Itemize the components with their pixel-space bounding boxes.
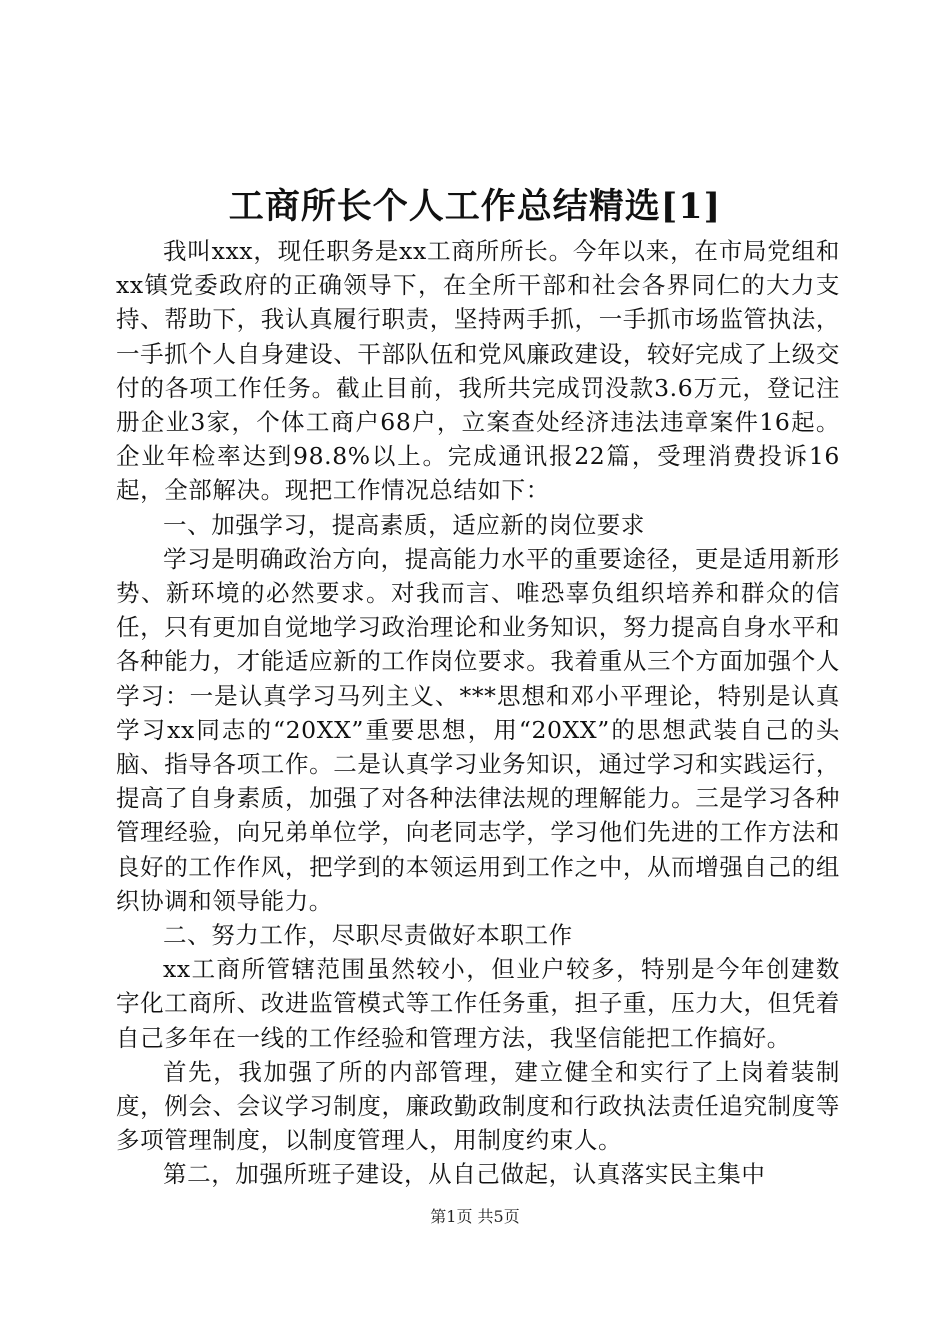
team-building-paragraph: 第二，加强所班子建设，从自己做起，认真落实民主集中: [163, 1160, 766, 1189]
page-indicator: 第1页 共5页: [430, 1207, 520, 1226]
work-paragraph: xx工商所管辖范围虽然较小，但业户较多，特别是今年创建数字化工商所、改进监管模式等工作任务重，担子重，压力大，但凭着自己多年在一线的工作经验和管理方法，我坚信能把工作搞好。: [116, 955, 840, 1052]
study-paragraph: 学习是明确政治方向，提高能力水平的重要途径，更是适用新形势、新环境的必然要求。对我而言、唯恐辜负组织培养和群众的信任，只有更加自觉地学习政治理论和业务知识，努力提高自身水平和各种能力，才能适应新的工作岗位要求。我着重从三个方面加强个人学习：一是认真学习马列主义、***思想和邓小平理论，特别是认真学习xx同志的“20XX”重要思想，用“20XX”的思想武装自己的头脑、指导各项工作。二是认真学习业务知识，通过学习和实践运行，提高了自身素质，加强了对各种法律法规的理解能力。三是学习各种管理经验，向兄弟单位学，向老同志学，学习他们先进的工作方法和良好的工作作风，把学到的本领运用到工作之中，从而增强自己的组织协调和领导能力。: [116, 544, 840, 915]
section-heading-1: 一、加强学习，提高素质，适应新的岗位要求: [163, 510, 645, 539]
section-heading-2: 二、努力工作，尽职尽责做好本职工作: [163, 921, 573, 950]
page-footer: [0, 1206, 950, 1228]
intro-paragraph: 我叫xxx，现任职务是xx工商所所长。今年以来，在市局党组和xx镇党委政府的正确领导下，在全所干部和社会各界同仁的大力支持、帮助下，我认真履行职责，坚持两手抓，一手抓市场监管执法，一手抓个人自身建设、干部队伍和党风廉政建设，较好完成了上级交付的各项工作任务。截止目前，我所共完成罚没款3.6万元，登记注册企业3家，个体工商户68户，立案查处经济违法违章案件16起。企业年检率达到98.8%以上。完成通讯报22篇，受理消费投诉16起，全部解决。现把工作情况总结如下：: [116, 237, 840, 505]
management-paragraph: 首先，我加强了所的内部管理，建立健全和实行了上岗着装制度，例会、会议学习制度，廉政勤政制度和行政执法责任追究制度等多项管理制度，以制度管理人，用制度约束人。: [116, 1057, 840, 1155]
document-title: 工商所长个人工作总结精选[1]: [228, 186, 722, 227]
document-body: [116, 234, 840, 1192]
